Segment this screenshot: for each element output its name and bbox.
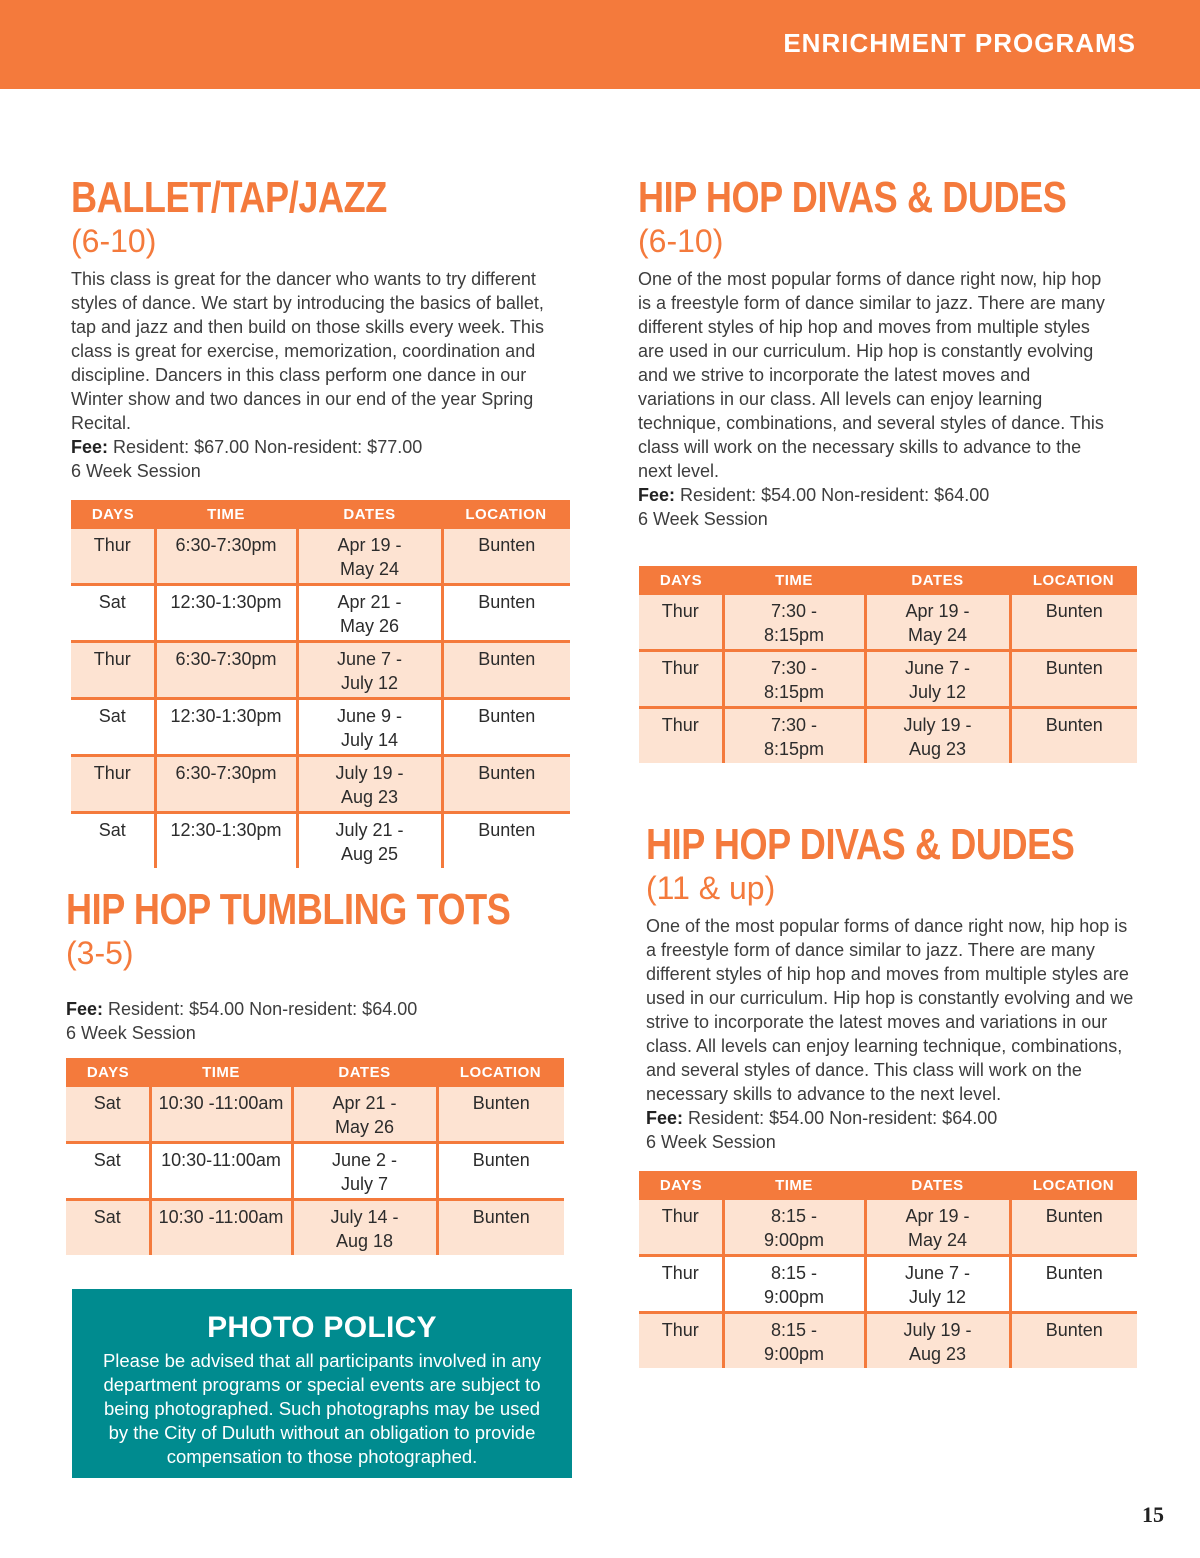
- dates-cell: June 2 - July 7: [292, 1143, 437, 1200]
- time-cell: 12:30-1:30pm: [155, 585, 297, 642]
- col-location-header: LOCATION: [442, 500, 570, 529]
- fee-value: Resident: $54.00 Non-resident: $64.00: [108, 999, 418, 1019]
- fee-line: [638, 483, 1108, 507]
- section-description: This class is great for the dancer who wants to try different styles of dance. We start by introducing the basics of ballet, tap and jazz and then build on those skills every week. This class is great for exercise, memorization, coordination and discipline. Dancers in this class perform one dance in our Winter show and two dances in our end of the year Spring Recital.: [71, 269, 544, 433]
- days-cell: Thur: [639, 1200, 723, 1256]
- divas-older-schedule-table: [639, 1171, 1137, 1368]
- days-cell: Sat: [71, 585, 155, 642]
- col-dates-header: DATES: [292, 1058, 437, 1087]
- table-header-row: [639, 566, 1137, 595]
- col-dates-header: DATES: [865, 566, 1010, 595]
- table-row: [71, 813, 570, 869]
- table-header-row: [66, 1058, 564, 1087]
- ballet-section: [71, 175, 551, 483]
- dates-cell: Apr 19 - May 24: [297, 529, 442, 585]
- page-number: 15: [1142, 1502, 1164, 1527]
- fee-line: [71, 435, 551, 459]
- fee-label: Fee:: [71, 437, 109, 457]
- col-days-header: DAYS: [71, 500, 155, 529]
- dates-cell: Apr 19 - May 24: [865, 1200, 1010, 1256]
- col-time-header: TIME: [723, 566, 865, 595]
- table-row: [639, 708, 1137, 764]
- time-cell: 6:30-7:30pm: [155, 529, 297, 585]
- location-cell: Bunten: [1010, 708, 1137, 764]
- table-row: [71, 642, 570, 699]
- location-cell: Bunten: [437, 1200, 564, 1256]
- location-cell: Bunten: [1010, 651, 1137, 708]
- location-cell: Bunten: [442, 585, 570, 642]
- time-cell: 8:15 - 9:00pm: [723, 1200, 865, 1256]
- photo-policy-body: Please be advised that all participants involved in any department programs or special events are subject to being photographed. Such photographs may be used by the City of Duluth without an obligation to provide compensation to those photographed.: [102, 1350, 542, 1467]
- time-cell: 12:30-1:30pm: [155, 699, 297, 756]
- days-cell: Thur: [639, 651, 723, 708]
- tots-schedule-table: [66, 1058, 564, 1255]
- col-days-header: DAYS: [66, 1058, 150, 1087]
- location-cell: Bunten: [1010, 1313, 1137, 1369]
- session-length: 6 Week Session: [646, 1132, 776, 1152]
- location-cell: Bunten: [437, 1143, 564, 1200]
- time-cell: 6:30-7:30pm: [155, 756, 297, 813]
- ballet-schedule-table: [71, 500, 570, 868]
- time-cell: 10:30-11:00am: [150, 1143, 292, 1200]
- divas-young-schedule-table: [639, 566, 1137, 763]
- time-cell: 7:30 - 8:15pm: [723, 595, 865, 651]
- location-cell: Bunten: [1010, 1256, 1137, 1313]
- session-length: 6 Week Session: [66, 1023, 196, 1043]
- dates-cell: July 19 - Aug 23: [865, 1313, 1010, 1369]
- dates-cell: July 14 - Aug 18: [292, 1200, 437, 1256]
- days-cell: Thur: [639, 1313, 723, 1369]
- col-location-header: LOCATION: [437, 1058, 564, 1087]
- days-cell: Thur: [71, 642, 155, 699]
- location-cell: Bunten: [442, 529, 570, 585]
- col-time-header: TIME: [155, 500, 297, 529]
- time-cell: 8:15 - 9:00pm: [723, 1256, 865, 1313]
- table-row: [71, 756, 570, 813]
- fee-value: Resident: $54.00 Non-resident: $64.00: [680, 485, 990, 505]
- divas-older-section: [646, 822, 1141, 1154]
- table-row: [639, 1200, 1137, 1256]
- fee-value: Resident: $67.00 Non-resident: $77.00: [113, 437, 423, 457]
- section-age: (6-10): [638, 223, 724, 259]
- table-row: [66, 1087, 564, 1143]
- days-cell: Sat: [66, 1087, 150, 1143]
- section-description: One of the most popular forms of dance right now, hip hop is a freestyle form of dance similar to jazz. There are many different styles of hip hop and moves from multiple styles are used in our curriculum. Hip hop is constantly evolving and we strive to incorporate the latest moves and variations in our class. All levels can enjoy learning technique, combinations, and several styles of dance. This class will work on the necessary skills to advance to the next level.: [646, 916, 1134, 1104]
- divas-young-section: [638, 175, 1108, 531]
- col-days-header: DAYS: [639, 1171, 723, 1200]
- table-row: [66, 1143, 564, 1200]
- header-title: ENRICHMENT PROGRAMS: [783, 28, 1136, 58]
- session-length: 6 Week Session: [638, 509, 768, 529]
- table-row: [71, 585, 570, 642]
- session-length: 6 Week Session: [71, 461, 201, 481]
- section-title: HIP HOP DIVAS & DUDES: [646, 820, 1075, 869]
- time-cell: 10:30 -11:00am: [150, 1200, 292, 1256]
- fee-line: [66, 997, 546, 1021]
- table-row: [71, 699, 570, 756]
- time-cell: 7:30 - 8:15pm: [723, 708, 865, 764]
- time-cell: 7:30 - 8:15pm: [723, 651, 865, 708]
- table-row: [639, 1313, 1137, 1369]
- photo-policy-title: PHOTO POLICY: [207, 1311, 437, 1344]
- dates-cell: June 7 - July 12: [297, 642, 442, 699]
- table-row: [71, 529, 570, 585]
- col-days-header: DAYS: [639, 566, 723, 595]
- location-cell: Bunten: [442, 813, 570, 869]
- col-time-header: TIME: [150, 1058, 292, 1087]
- location-cell: Bunten: [1010, 595, 1137, 651]
- dates-cell: June 9 - July 14: [297, 699, 442, 756]
- dates-cell: July 19 - Aug 23: [865, 708, 1010, 764]
- col-location-header: LOCATION: [1010, 1171, 1137, 1200]
- days-cell: Thur: [639, 1256, 723, 1313]
- section-description: One of the most popular forms of dance right now, hip hop is a freestyle form of dance similar to jazz. There are many different styles of hip hop and moves from multiple styles are used in our curriculum. Hip hop is constantly evolving and we strive to incorporate the latest moves and variations in our class. All levels can enjoy learning technique, combinations, and several styles of dance. This class will work on the necessary skills to advance to the next level.: [638, 269, 1105, 481]
- dates-cell: Apr 21 - May 26: [292, 1087, 437, 1143]
- location-cell: Bunten: [1010, 1200, 1137, 1256]
- days-cell: Sat: [66, 1143, 150, 1200]
- header-bar: [0, 0, 1200, 89]
- dates-cell: June 7 - July 12: [865, 651, 1010, 708]
- location-cell: Bunten: [442, 756, 570, 813]
- dates-cell: July 19 - Aug 23: [297, 756, 442, 813]
- time-cell: 12:30-1:30pm: [155, 813, 297, 869]
- fee-label: Fee:: [646, 1108, 684, 1128]
- days-cell: Thur: [71, 756, 155, 813]
- days-cell: Thur: [639, 708, 723, 764]
- days-cell: Sat: [98, 820, 126, 840]
- section-title: HIP HOP DIVAS & DUDES: [638, 173, 1067, 222]
- section-age: (6-10): [71, 223, 157, 259]
- location-cell: Bunten: [437, 1087, 564, 1143]
- section-title: HIP HOP TUMBLING TOTS: [66, 885, 511, 934]
- table-row: [66, 1200, 564, 1256]
- table-header-row: [71, 500, 570, 529]
- section-age: (3-5): [66, 935, 134, 971]
- days-cell: Sat: [71, 699, 155, 756]
- table-row: [639, 1256, 1137, 1313]
- days-cell: Thur: [71, 529, 155, 585]
- fee-line: [646, 1106, 1141, 1130]
- table-header-row: [639, 1171, 1137, 1200]
- col-time-header: TIME: [723, 1171, 865, 1200]
- dates-cell: Apr 19 - May 24: [865, 595, 1010, 651]
- table-row: [639, 651, 1137, 708]
- col-dates-header: DATES: [297, 500, 442, 529]
- table-row: [639, 595, 1137, 651]
- photo-policy-box: [72, 1289, 572, 1478]
- fee-label: Fee:: [638, 485, 676, 505]
- fee-label: Fee:: [66, 999, 104, 1019]
- col-location-header: LOCATION: [1010, 566, 1137, 595]
- tots-section: [66, 887, 546, 1045]
- location-cell: Bunten: [442, 642, 570, 699]
- time-cell: 6:30-7:30pm: [155, 642, 297, 699]
- dates-cell: Apr 21 - May 26: [297, 585, 442, 642]
- time-cell: 8:15 - 9:00pm: [723, 1313, 865, 1369]
- days-cell: Sat: [66, 1200, 150, 1256]
- dates-cell: June 7 - July 12: [865, 1256, 1010, 1313]
- time-cell: 10:30 -11:00am: [150, 1087, 292, 1143]
- section-title: BALLET/TAP/JAZZ: [71, 173, 387, 222]
- fee-value: Resident: $54.00 Non-resident: $64.00: [688, 1108, 998, 1128]
- dates-cell: July 21 - Aug 25: [297, 813, 442, 869]
- col-dates-header: DATES: [865, 1171, 1010, 1200]
- location-cell: Bunten: [442, 699, 570, 756]
- section-age: (11 & up): [646, 870, 776, 906]
- days-cell: Thur: [639, 595, 723, 651]
